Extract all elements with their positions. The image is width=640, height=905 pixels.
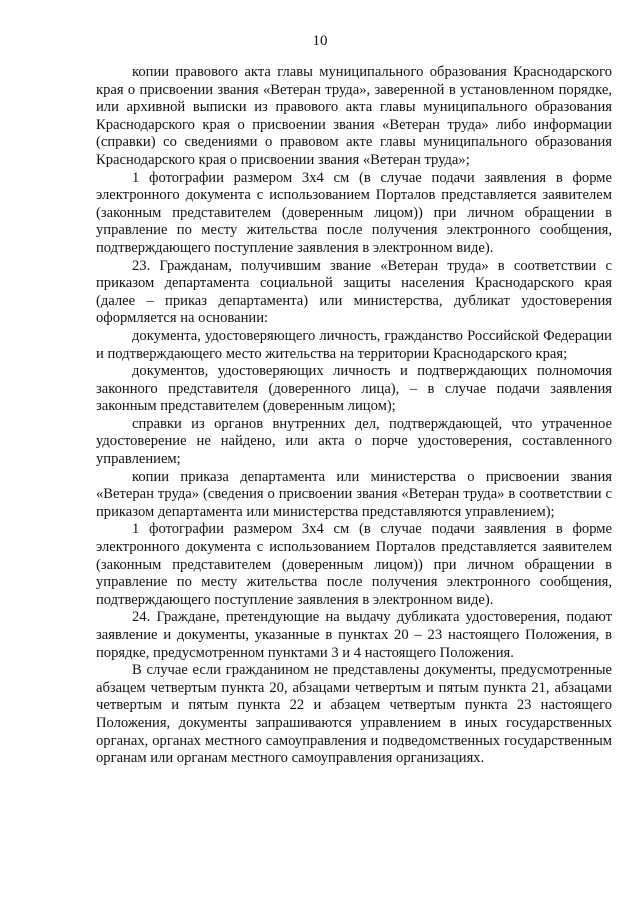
paragraph-police-certificate: справки из органов внутренних дел, подтверждающей, что утраченное удостоверение не найдено, или акта о порче удостоверения, составленного управлением;: [96, 415, 612, 468]
paragraph-copy-of-legal-act: копии правового акта главы муниципального образования Краснодарского края о присвоении звания «Ветеран труда», заверенной в установленном порядке, или архивной выписки из правового акта главы муниципального образования Краснодарского края о присвоении звания «Ветеран труда» либо информации (справки) со сведениями о правовом акте главы муниципального образования Краснодарского края о присвоении звания «Ветеран труда»;: [96, 64, 612, 168]
paragraph-item-24: 24. Граждане, претендующие на выдачу дубликата удостоверения, подают заявление и документы, указанные в пунктах 20 – 23 настоящего Положения, в порядке, предусмотренном пунктами 3 и 4 настоящего Положения.: [96, 609, 612, 661]
paragraph-representative-documents: документов, удостоверяющих личность и подтверждающих полномочия законного представителя (доверенного лица), – в случае подачи заявления законным представителем (доверенным лицом);: [96, 363, 612, 415]
paragraph-photo-requirement: 1 фотографии размером 3х4 см (в случае подачи заявления в форме электронного документа с использованием Порталов представляется заявителем (законным представителем (доверенным лицом)) при личном обращении в управление по месту жительства после получения электронного сообщения, подтверждающего поступление заявления в электронном виде).: [96, 169, 612, 256]
paragraph-item-23: 23. Гражданам, получившим звание «Ветеран труда» в соответствии с приказом департамента социальной защиты населения Краснодарского края (далее – приказ департамента) или министерства, дубликат удостоверения оформляется на основании:: [96, 257, 612, 327]
page-number: 10: [312, 33, 328, 49]
paragraph-copy-of-order: копии приказа департамента или министерства о присвоении звания «Ветеран труда» (сведения о присвоении звания «Ветеран труда» в соответствии с приказом департамента или министерства представляются управлением);: [96, 468, 612, 520]
paragraph-photo-requirement-2: 1 фотографии размером 3х4 см (в случае подачи заявления в форме электронного документа с использованием Порталов представляется заявителем (законным представителем (доверенным лицом)) при личном обращении в управление по месту жительства после получения электронного сообщения, подтверждающего поступление заявления в электронном виде).: [96, 521, 612, 608]
document-body: [96, 64, 612, 768]
paragraph-document-requests: В случае если гражданином не представлены документы, предусмотренные абзацем четвертым пункта 20, абзацами четвертым и пятым пункта 21, абзацами четвертым и пятым пункта 22 и абзацем четвертым пункта 23 настоящего Положения, документы запрашиваются управлением в иных государственных органах, органах местного самоуправления и подведомственных государственным органам или органам местного самоуправления организациях.: [96, 662, 612, 767]
paragraph-identity-document: документа, удостоверяющего личность, гражданство Российской Федерации и подтверждающего место жительства на территории Краснодарского края;: [96, 327, 612, 362]
